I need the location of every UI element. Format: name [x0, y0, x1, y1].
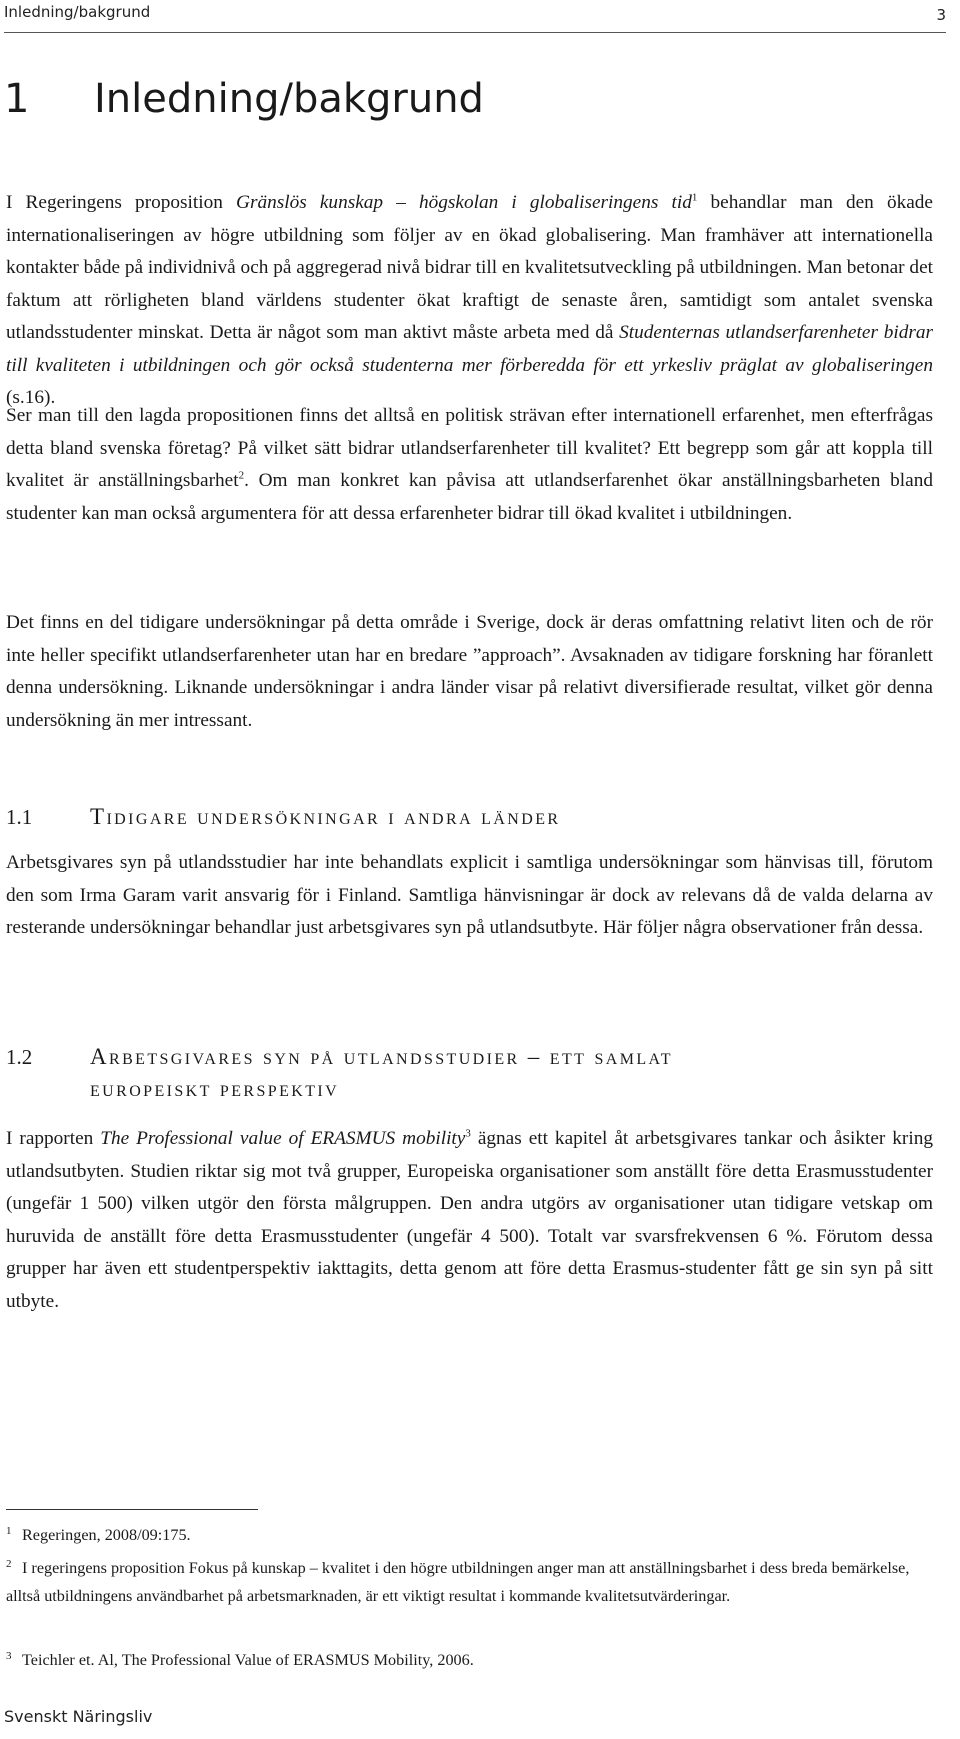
footnote-text: I regeringens proposition Fokus på kunskap – kvalitet i den högre utbildningen anger man att anställningsbarhet i dess breda bemärkelse, alltså utbildningens användbarhet på arbetsmarknaden, är ett viktigt resultat i kommande kvalitetsutvärderingar. [6, 1559, 910, 1605]
paragraph-5-text-a: I rapporten [6, 1128, 101, 1149]
section-number: 1.1 [6, 805, 33, 829]
footnote-ref-3[interactable]: 3 [465, 1127, 471, 1140]
section-heading-1-2 [6, 1041, 673, 1105]
paragraph-1 [6, 187, 933, 415]
running-head [4, 2, 946, 33]
footnote-2: 2 I regeringens proposition Fokus på kunskap – kvalitet i den högre utbildningen anger man att anställningsbarhet i dess breda bemärkelse, alltså utbildningens användbarhet på arbetsmarknaden, är ett viktigt resultat i kommande kvalitetsutvärderingar. [6, 1557, 910, 1605]
footnote-1: 1 Regeringen, 2008/09:175. [6, 1524, 191, 1544]
section-heading-1-1 [6, 801, 560, 833]
page-number: 3 [936, 6, 946, 24]
proposition-title: Gränslös kunskap – högskolan i globaliseringens tid [236, 192, 692, 213]
running-head-title: Inledning/bakgrund [4, 3, 151, 21]
paragraph-3: Det finns en del tidigare undersökningar på detta område i Sverige, dock är deras omfattning relativt liten och de rör inte heller specifikt utlandserfarenheter utan har en bredare ”approach”. Avsaknaden av tidigare forskning har föranlett denna undersökning. Liknande undersökningar i andra länder visar på relativt diversifierade resultat, vilket gör denna undersökning än mer intressant. [6, 612, 933, 731]
footnote-divider [6, 1509, 258, 1510]
section-title-line-1: Arbetsgivares syn på utlandsstudier – ett samlat [90, 1044, 673, 1069]
paragraph-5-text-c: ägnas ett kapitel åt arbetsgivares tankar och åsikter kring utlandsutbyten. Studien riktar sig mot två grupper, Europeiska organisationer som anställt före detta Erasmusstudenter (ungefär 1 500) vilken utgör den första målgruppen. Den andra utgörs av organisationer utan tidigare vetskap om huruvida de anställt före detta Erasmusstudenter (ungefär 4 500). Totalt var svarsfrekvensen 6 %. Förutom dessa grupper har även ett studentperspektiv iakttagits, detta genom att före detta Erasmus-studenter fått ge sin syn på sitt utbyte. [6, 1128, 933, 1312]
footnote-ref-2[interactable]: 2 [238, 469, 245, 482]
footnote-ref-1[interactable]: 1 [691, 191, 698, 204]
chapter-number: 1 [4, 76, 30, 122]
report-title: The Professional value of ERASMUS mobility [100, 1128, 466, 1149]
chapter-title: Inledning/bakgrund [94, 76, 484, 122]
paragraph-1-text-c: behandlar man den ökade internationaliseringen av högre utbildning som följer av en ökad globalisering. Man framhäver att internationella kontakter både på individnivå och på aggregerad nivå bidrar till en kvalitetsutveckling på utbildningen. Man betonar det faktum att rörligheten bland världens studenter ökat kraftigt de senaste åren, samtidigt som antalet svenska utlandsstudenter minskat. Detta är något som man aktivt måste arbeta med då [6, 192, 933, 343]
section-title-line-2: europeiskt perspektiv [90, 1076, 340, 1101]
paragraph-1-text-a: I Regeringens proposition [6, 192, 237, 213]
paragraph-2-text-a: Ser man till den lagda propositionen finns det alltså en politisk strävan efter internationell erfarenhet, men efterfrågas detta bland svenska företag? På vilket sätt bidrar utlandserfarenheter till kvalitet? Ett begrepp som går att koppla till kvalitet är anställningsbarhet [6, 405, 933, 491]
paragraph-4: Arbetsgivares syn på utlandsstudier har inte behandlats explicit i samtliga undersökningar som hänvisas till, förutom den som Irma Garam varit ansvarig för i Finland. Samtliga hänvisningar är dock av relevans då de valda delarna av resterande undersökningar behandlar just arbetsgivares syn på utlandsutbyte. Här följer några observationer från dessa. [6, 852, 933, 938]
footnote-text: Teichler et. Al, The Professional Value of ERASMUS Mobility, 2006. [22, 1651, 474, 1669]
footnote-text: Regeringen, 2008/09:175. [22, 1526, 191, 1544]
paragraph-1-text-e: (s.16). [6, 387, 56, 408]
chapter-heading [4, 76, 484, 122]
footnote-3: 3 Teichler et. Al, The Professional Value of ERASMUS Mobility, 2006. [6, 1649, 474, 1669]
paragraph-5 [6, 1123, 933, 1318]
section-title: Tidigare undersökningar i andra länder [90, 804, 561, 829]
paragraph-2-text-b: . Om man konkret kan påvisa att utlandserfarenhet ökar anställningsbarheten bland studenter kan man också argumentera för att dessa erfarenheter bidrar till ökad kvalitet i utbildningen. [6, 470, 933, 524]
section-number: 1.2 [6, 1045, 33, 1069]
paragraph-2 [6, 400, 933, 530]
page-footer: Svenskt Näringsliv [4, 1707, 153, 1726]
proposition-quote: Studenternas utlandserfarenheter bidrar till kvaliteten i utbildningen och gör också studenterna mer förberedda för ett yrkesliv präglat av globaliseringen [6, 322, 933, 376]
